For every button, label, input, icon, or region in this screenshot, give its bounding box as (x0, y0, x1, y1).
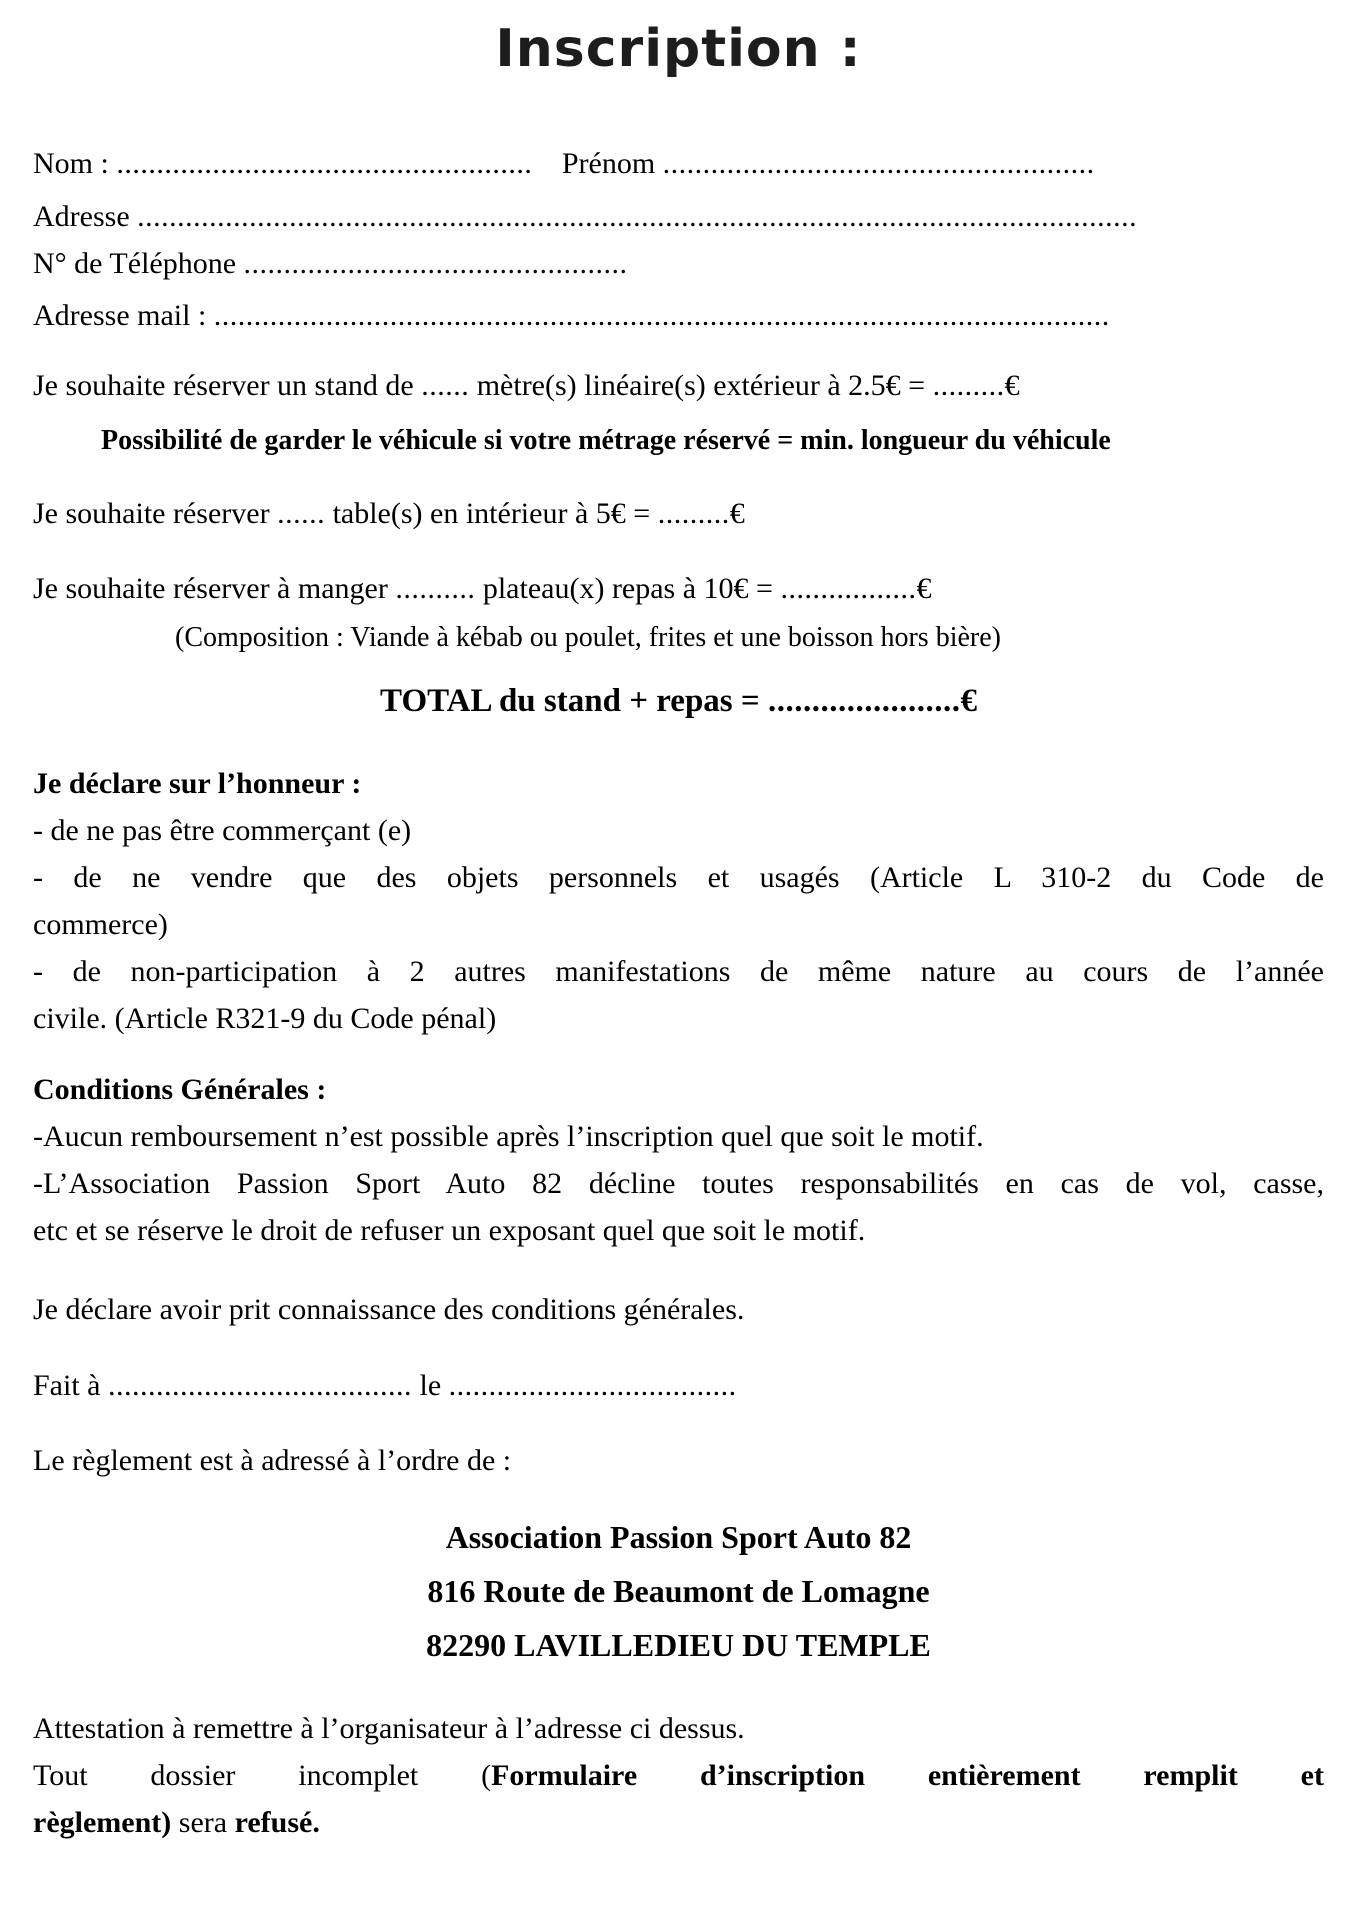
stand-vehicle-note: Possibilité de garder le véhicule si votre métrage réservé = min. longueur du véhicule (101, 425, 1111, 456)
total-euro-sign: € (960, 683, 977, 719)
row-mail (33, 292, 1324, 339)
stand-qty-fill-in: ...... (421, 369, 470, 402)
repas-text-middle: plateau(x) repas à 10€ = (482, 572, 773, 605)
declaration-item-3-line-1: - de non-participation à 2 autres manifestations de même nature au cours de l’année (33, 955, 1324, 988)
nom-label: Nom : (33, 147, 109, 180)
declaration-item-3-line-2: civile. (Article R321-9 du Code pénal) (33, 1002, 497, 1035)
prenom-fill-in: ...................................................... (662, 147, 1095, 180)
stand-euro-sign: € (1004, 369, 1020, 402)
sera-regular-text: sera (171, 1806, 235, 1839)
table-amount-fill-in: ......... (657, 497, 730, 530)
incomplete-file-note-line-1 (33, 1752, 1324, 1799)
repas-qty-fill-in: .......... (395, 572, 476, 605)
mail-fill-in: ................................................................................................................ (213, 299, 1110, 332)
incomplete-note-bold-text: Formulaire d’inscription entièrement remplit et (491, 1759, 1324, 1792)
total-label: TOTAL du stand + repas = (380, 683, 760, 719)
mail-label: Adresse mail : (33, 299, 207, 332)
row-total (33, 678, 1324, 725)
table-text-middle: table(s) en intérieur à 5€ = (332, 497, 651, 530)
payee-block (33, 1510, 1324, 1672)
conditions-line-1: -Aucun remboursement n’est possible après l’inscription quel que soit le motif. (33, 1120, 984, 1153)
repas-euro-sign: € (916, 572, 932, 605)
table-euro-sign: € (729, 497, 745, 530)
row-stand-reservation (33, 362, 1324, 409)
telephone-label: N° de Téléphone (33, 247, 237, 280)
row-repas-reservation (33, 565, 1324, 612)
fait-a-label: Fait à (33, 1369, 101, 1402)
adresse-fill-in: ............................................................................................................................. (137, 200, 1138, 233)
row-telephone (33, 240, 1324, 287)
conditions-line-2b: etc et se réserve le droit de refuser un exposant quel que soit le motif. (33, 1214, 866, 1247)
row-adresse (33, 193, 1324, 240)
le-label: le (419, 1369, 442, 1402)
total-fill-in: ...................... (767, 683, 961, 719)
attestation-line: Attestation à remettre à l’organisateur à l’adresse ci dessus. (33, 1712, 745, 1745)
declaration-item-2-line-1: - de ne vendre que des objets personnels et usagés (Article L 310-2 du Code de (33, 861, 1324, 894)
payment-intro: Le règlement est à adressé à l’ordre de : (33, 1444, 512, 1477)
incomplete-note-regular-text: Tout dossier incomplet ( (33, 1759, 492, 1792)
acknowledgement-line: Je déclare avoir prit connaissance des conditions générales. (33, 1293, 745, 1326)
page-title: Inscription : (495, 19, 862, 79)
adresse-label: Adresse (33, 200, 130, 233)
declaration-heading: Je déclare sur l’honneur : (33, 767, 362, 800)
le-date-fill-in: .................................... (448, 1369, 737, 1402)
repas-amount-fill-in: ................. (780, 572, 917, 605)
nom-fill-in: .................................................... (116, 147, 533, 180)
table-text-before: Je souhaite réserver (33, 497, 270, 530)
table-qty-fill-in: ...... (277, 497, 326, 530)
prenom-label: Prénom (561, 147, 656, 180)
declaration-item-2-line-2: commerce) (33, 908, 168, 941)
telephone-fill-in: ................................................ (243, 247, 628, 280)
repas-composition-note: (Composition : Viande à kébab ou poulet, frites et une boisson hors bière) (175, 622, 1001, 653)
stand-text-middle: mètre(s) linéaire(s) extérieur à 2.5€ = (476, 369, 926, 402)
payee-street: 816 Route de Beaumont de Lomagne (427, 1573, 930, 1609)
payee-name: Association Passion Sport Auto 82 (445, 1519, 912, 1555)
row-fait-a-le (33, 1362, 1324, 1409)
fait-a-place-fill-in: ...................................... (108, 1369, 412, 1402)
refuse-bold-text: refusé. (234, 1806, 320, 1839)
row-nom-prenom (33, 140, 1324, 187)
conditions-heading: Conditions Générales : (33, 1073, 327, 1106)
row-table-reservation (33, 490, 1324, 537)
repas-text-before: Je souhaite réserver à manger (33, 572, 388, 605)
declaration-item-1: - de ne pas être commerçant (e) (33, 814, 412, 847)
stand-amount-fill-in: ......... (932, 369, 1005, 402)
stand-text-before: Je souhaite réserver un stand de (33, 369, 414, 402)
reglement-bold-text: règlement) (33, 1806, 172, 1839)
payee-city: 82290 LAVILLEDIEU DU TEMPLE (426, 1627, 931, 1663)
conditions-line-2a: -L’Association Passion Sport Auto 82 décline toutes responsabilités en cas de vol, casse, (33, 1167, 1324, 1200)
incomplete-file-note-line-2 (33, 1799, 1324, 1846)
